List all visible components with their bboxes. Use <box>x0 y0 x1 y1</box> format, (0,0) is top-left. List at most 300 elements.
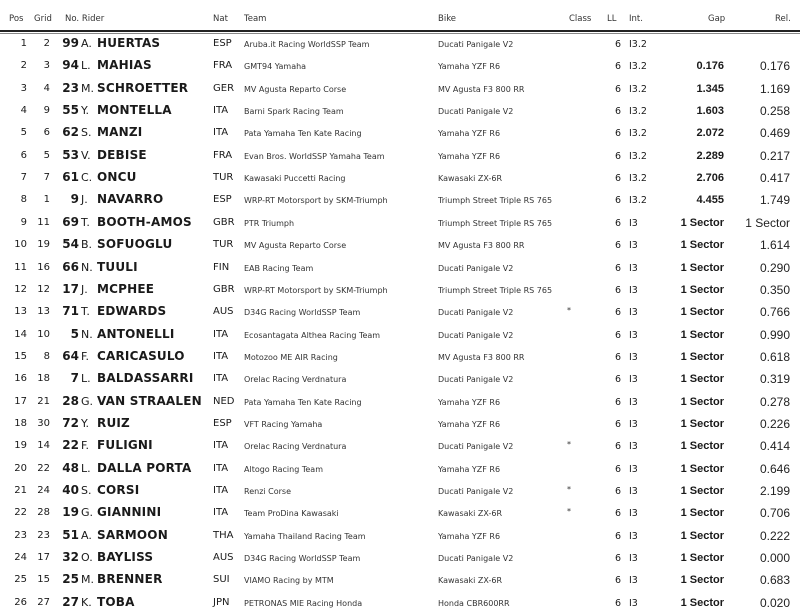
rider-surname: SARMOON <box>97 527 168 542</box>
rider-surname: DEBISE <box>97 147 147 162</box>
relative-gap: 0.176 <box>759 59 790 74</box>
rider-surname: EDWARDS <box>97 304 167 319</box>
relative-gap: 0.217 <box>759 148 790 163</box>
rider-initial: J. <box>81 282 88 296</box>
bike-model: Ducati Panigale V2 <box>438 107 514 117</box>
position: 19 <box>14 440 27 452</box>
position: 3 <box>20 82 27 94</box>
rider-number: 55 <box>62 103 79 118</box>
position: 21 <box>14 485 27 496</box>
gap-to-leader: 2.289 <box>696 149 724 162</box>
last-lap: 6 <box>614 83 621 95</box>
intermediate: I3 <box>629 374 638 386</box>
table-row <box>0 189 800 211</box>
grid-position: 30 <box>37 417 50 429</box>
relative-gap: 0.646 <box>759 461 790 476</box>
last-lap: 6 <box>614 396 621 408</box>
last-lap: 6 <box>614 575 621 587</box>
rider-surname: CORSI <box>97 483 140 497</box>
position: 18 <box>14 417 27 429</box>
rider-surname: MONTELLA <box>97 103 172 118</box>
nationality: GBR <box>213 216 235 228</box>
last-lap: 6 <box>614 240 621 252</box>
last-lap: 6 <box>614 307 621 319</box>
relative-gap: 0.278 <box>759 394 790 409</box>
rider-surname: NAVARRO <box>97 192 164 207</box>
intermediate: I3 <box>629 508 638 520</box>
team-name: Motozoo ME AIR Racing <box>244 352 338 362</box>
last-lap: 6 <box>614 106 621 118</box>
gap-to-leader: 1 Sector <box>680 328 724 341</box>
rider-surname: MCPHEE <box>97 281 155 296</box>
rider-number: 69 <box>62 214 79 229</box>
rider-number: 19 <box>62 505 79 520</box>
bike-model: Yamaha YZF R6 <box>438 129 501 139</box>
position: 13 <box>14 306 27 318</box>
table-row <box>0 547 800 569</box>
team-name: VIAMO Racing by MTM <box>244 576 334 586</box>
bike-model: Ducati Panigale V2 <box>438 40 514 49</box>
nationality: NED <box>213 395 235 407</box>
rider-surname: MAHIAS <box>97 58 152 73</box>
grid-position: 23 <box>37 529 50 541</box>
grid-position: 14 <box>37 440 50 452</box>
intermediate: I3 <box>629 441 638 453</box>
grid-position: 10 <box>37 328 50 340</box>
table-row <box>0 257 800 279</box>
table-row <box>0 346 800 368</box>
last-lap: 6 <box>614 217 621 229</box>
team-name: EAB Racing Team <box>244 263 314 273</box>
rider-surname: BALDASSARRI <box>97 371 194 386</box>
position: 25 <box>14 574 27 586</box>
team-name: VFT Racing Yamaha <box>244 419 323 429</box>
gap-to-leader: 1 Sector <box>680 417 724 430</box>
relative-gap: 0.000 <box>759 551 790 566</box>
grid-position: 6 <box>43 127 50 139</box>
table-row <box>0 435 800 457</box>
team-name: Evan Bros. WorldSSP Yamaha Team <box>244 151 385 161</box>
nationality: TUR <box>213 239 234 251</box>
header-rider: No. Rider <box>65 14 105 24</box>
rider-surname: DALLA PORTA <box>97 460 192 475</box>
relative-gap: 0.683 <box>759 573 790 588</box>
team-name: Pata Yamaha Ten Kate Racing <box>244 397 362 407</box>
header-class: Class <box>569 14 592 24</box>
gap-to-leader: 1 Sector <box>680 395 724 408</box>
last-lap: 6 <box>614 39 621 50</box>
header-team: Team <box>244 14 267 24</box>
gap-to-leader: 1 Sector <box>680 283 724 296</box>
header-gap: Gap <box>708 14 726 24</box>
bike-model: Triumph Street Triple RS 765 <box>438 218 553 228</box>
grid-position: 18 <box>37 373 50 385</box>
rider-initial: N. <box>81 260 93 274</box>
last-lap: 6 <box>614 128 621 140</box>
rider-initial: G. <box>81 394 94 408</box>
class-marker: * <box>567 485 571 494</box>
rider-surname: BAYLISS <box>97 550 154 565</box>
gap-to-leader: 1 Sector <box>680 261 724 274</box>
intermediate: I3 <box>629 396 638 408</box>
last-lap: 6 <box>614 61 621 73</box>
rider-initial: G. <box>81 506 94 520</box>
rider-initial: L. <box>81 461 91 475</box>
class-marker: * <box>567 440 571 450</box>
nationality: AUS <box>213 552 234 564</box>
gap-to-leader: 1 Sector <box>680 373 724 386</box>
bike-model: Ducati Panigale V2 <box>438 487 514 496</box>
rider-surname: TUULI <box>97 259 138 274</box>
grid-position: 5 <box>43 149 50 161</box>
table-row <box>0 279 800 301</box>
position: 14 <box>14 328 27 340</box>
bike-model: Yamaha YZF R6 <box>438 531 501 541</box>
relative-gap: 0.319 <box>759 372 790 387</box>
rider-surname: SCHROETTER <box>97 80 189 95</box>
header-int: Int. <box>629 14 643 24</box>
rider-number: 54 <box>62 237 79 252</box>
grid-position: 19 <box>37 239 50 251</box>
rider-number: 22 <box>62 438 79 453</box>
last-lap: 6 <box>614 173 621 185</box>
position: 1 <box>20 38 27 49</box>
gap-to-leader: 1 Sector <box>680 306 724 319</box>
nationality: JPN <box>213 596 230 608</box>
intermediate: I3.2 <box>629 83 647 95</box>
grid-position: 4 <box>43 82 50 94</box>
header-grid: Grid <box>34 14 52 24</box>
nationality: ITA <box>213 105 229 117</box>
rider-surname: CARICASULO <box>97 348 185 363</box>
gap-to-leader: 1 Sector <box>680 574 724 587</box>
nationality: THA <box>213 529 234 541</box>
table-row <box>0 234 800 256</box>
bike-model: Ducati Panigale V2 <box>438 330 514 340</box>
rider-number: 94 <box>62 58 79 73</box>
bike-model: Ducati Panigale V2 <box>438 375 514 385</box>
table-row <box>0 480 800 502</box>
team-name: D34G Racing WorldSSP Team <box>244 308 361 318</box>
table-row <box>0 100 800 122</box>
rider-initial: J. <box>81 193 88 207</box>
team-name: Orelac Racing Verdnatura <box>244 442 347 452</box>
rider-initial: S. <box>81 484 92 497</box>
header-divider <box>0 30 800 32</box>
position: 24 <box>14 552 27 564</box>
last-lap: 6 <box>614 351 621 363</box>
table-row <box>0 301 800 323</box>
rider-initial: Y. <box>81 104 89 118</box>
grid-position: 17 <box>37 552 50 564</box>
relative-gap: 1 Sector <box>745 215 790 230</box>
team-name: GMT94 Yamaha <box>244 62 307 72</box>
bike-model: Yamaha YZF R6 <box>438 151 501 161</box>
grid-position: 11 <box>37 216 50 228</box>
last-lap: 6 <box>614 262 621 274</box>
position: 22 <box>14 507 27 519</box>
rider-number: 72 <box>62 415 79 430</box>
grid-position: 9 <box>43 105 50 117</box>
nationality: AUS <box>213 306 234 318</box>
last-lap: 6 <box>614 553 621 565</box>
bike-model: MV Agusta F3 800 RR <box>438 84 525 94</box>
header-pos: Pos <box>9 14 24 24</box>
rider-number: 64 <box>62 348 79 363</box>
team-name: PTR Triumph <box>244 218 295 228</box>
team-name: Aruba.it Racing WorldSSP Team <box>244 40 370 49</box>
team-name: Team ProDina Kawasaki <box>244 509 339 519</box>
bike-model: Ducati Panigale V2 <box>438 263 514 273</box>
nationality: GBR <box>213 283 235 295</box>
table-row <box>0 167 800 189</box>
relative-gap: 0.766 <box>759 305 790 320</box>
bike-model: Yamaha YZF R6 <box>438 464 501 474</box>
rider-initial: T. <box>81 305 90 319</box>
team-name: PETRONAS MIE Racing Honda <box>244 598 363 608</box>
intermediate: I3 <box>629 351 638 363</box>
intermediate: I3 <box>629 284 638 296</box>
rider-initial: F. <box>81 439 90 453</box>
position: 12 <box>14 283 27 295</box>
intermediate: I3.2 <box>629 195 647 207</box>
rider-initial: B. <box>81 238 93 252</box>
rider-number: 5 <box>70 326 79 341</box>
rider-initial: L. <box>81 372 91 386</box>
rider-surname: RUIZ <box>97 415 130 430</box>
nationality: FIN <box>213 261 230 273</box>
position: 16 <box>14 373 27 385</box>
gap-to-leader: 1 Sector <box>680 462 724 475</box>
rider-initial: V. <box>81 148 91 162</box>
grid-position: 15 <box>37 574 50 586</box>
intermediate: I3.2 <box>629 106 647 118</box>
position: 20 <box>14 462 27 474</box>
position: 17 <box>14 395 27 407</box>
table-row <box>0 502 800 524</box>
rider-number: 53 <box>62 147 79 162</box>
table-row <box>0 525 800 547</box>
rider-number: 23 <box>62 80 79 95</box>
nationality: ITA <box>213 485 229 496</box>
relative-gap: 0.417 <box>759 171 790 186</box>
relative-gap: 0.414 <box>759 439 790 454</box>
last-lap: 6 <box>614 463 621 475</box>
team-name: Pata Yamaha Ten Kate Racing <box>244 129 362 139</box>
nationality: ITA <box>213 373 229 385</box>
rider-initial: S. <box>81 126 92 140</box>
gap-to-leader: 1 Sector <box>680 216 724 229</box>
bike-model: Ducati Panigale V2 <box>438 554 514 564</box>
bike-model: Yamaha YZF R6 <box>438 397 501 407</box>
intermediate: I3.2 <box>629 150 647 162</box>
relative-gap: 0.290 <box>759 260 790 275</box>
table-row <box>0 592 800 614</box>
grid-position: 8 <box>43 350 50 362</box>
table-row <box>0 324 800 346</box>
relative-gap: 1.169 <box>759 81 790 96</box>
gap-to-leader: 1 Sector <box>680 350 724 363</box>
table-row <box>0 391 800 413</box>
team-name: MV Agusta Reparto Corse <box>244 84 347 94</box>
rider-surname: VAN STRAALEN <box>97 393 202 408</box>
rider-number: 66 <box>62 259 79 274</box>
rider-initial: M. <box>81 81 94 95</box>
rider-number: 28 <box>62 393 79 408</box>
relative-gap: 0.706 <box>759 506 790 521</box>
relative-gap: 0.469 <box>759 126 790 141</box>
bike-model: Triumph Street Triple RS 765 <box>438 285 553 295</box>
grid-position: 3 <box>43 60 50 72</box>
grid-position: 2 <box>43 38 50 49</box>
last-lap: 6 <box>614 441 621 453</box>
nationality: ITA <box>213 462 229 474</box>
table-row <box>0 33 800 55</box>
nationality: FRA <box>213 60 233 72</box>
relative-gap: 2.199 <box>759 484 790 498</box>
rider-initial: O. <box>81 551 93 565</box>
rider-number: 48 <box>62 460 79 475</box>
position: 4 <box>20 105 27 117</box>
rider-number: 25 <box>62 572 79 587</box>
gap-to-leader: 4.455 <box>696 194 724 207</box>
intermediate: I3 <box>629 463 638 475</box>
rider-surname: BRENNER <box>97 572 163 587</box>
intermediate: I3 <box>629 262 638 274</box>
position: 11 <box>14 261 27 273</box>
rider-surname: HUERTAS <box>97 36 161 50</box>
gap-to-leader: 1 Sector <box>680 239 724 252</box>
bike-model: Kawasaki ZX-6R <box>438 174 503 184</box>
intermediate: I3 <box>629 553 638 565</box>
bike-model: Yamaha YZF R6 <box>438 62 501 72</box>
nationality: GER <box>213 82 235 94</box>
grid-position: 28 <box>37 507 50 519</box>
last-lap: 6 <box>614 486 621 497</box>
position: 23 <box>14 529 27 541</box>
table-row <box>0 122 800 144</box>
relative-gap: 0.990 <box>759 327 790 342</box>
last-lap: 6 <box>614 374 621 386</box>
bike-model: Kawasaki ZX-6R <box>438 576 503 586</box>
bike-model: Kawasaki ZX-6R <box>438 509 503 519</box>
gap-to-leader: 2.072 <box>696 127 724 140</box>
intermediate: I3.2 <box>629 128 647 140</box>
relative-gap: 0.618 <box>759 349 790 364</box>
intermediate: I3 <box>629 240 638 252</box>
nationality: ITA <box>213 440 229 452</box>
rider-number: 32 <box>62 550 79 565</box>
grid-position: 13 <box>37 306 50 318</box>
rider-initial: M. <box>81 573 94 587</box>
rider-number: 7 <box>70 371 79 386</box>
rider-number: 99 <box>62 36 79 50</box>
last-lap: 6 <box>614 195 621 207</box>
nationality: ITA <box>213 350 229 362</box>
intermediate: I3 <box>629 486 638 497</box>
intermediate: I3 <box>629 307 638 319</box>
grid-position: 27 <box>37 596 50 608</box>
rider-surname: MANZI <box>97 125 143 140</box>
team-name: Ecosantagata Althea Racing Team <box>244 330 381 340</box>
bike-model: Ducati Panigale V2 <box>438 442 514 452</box>
nationality: ITA <box>213 328 229 340</box>
rider-number: 62 <box>62 125 79 140</box>
table-row <box>0 78 800 100</box>
grid-position: 12 <box>37 283 50 295</box>
team-name: Altogo Racing Team <box>244 464 323 474</box>
nationality: ITA <box>213 507 229 519</box>
intermediate: I3 <box>629 597 638 609</box>
gap-to-leader: 1 Sector <box>680 507 724 520</box>
nationality: TUR <box>213 172 234 184</box>
team-name: Orelac Racing Verdnatura <box>244 375 347 385</box>
table-row <box>0 458 800 480</box>
nationality: ITA <box>213 127 229 139</box>
intermediate: I3.2 <box>629 39 647 50</box>
team-name: MV Agusta Reparto Corse <box>244 241 347 251</box>
relative-gap: 0.222 <box>759 528 790 543</box>
position: 5 <box>20 127 27 139</box>
bike-model: MV Agusta F3 800 RR <box>438 241 525 251</box>
gap-to-leader: 1.345 <box>696 82 724 95</box>
header-rel: Rel. <box>775 14 791 24</box>
team-name: Yamaha Thailand Racing Team <box>244 531 366 541</box>
grid-position: 24 <box>37 485 50 496</box>
position: 15 <box>14 350 27 362</box>
header-bike: Bike <box>438 14 457 24</box>
intermediate: I3.2 <box>629 61 647 73</box>
rider-surname: ONCU <box>97 170 137 185</box>
rider-initial: C. <box>81 171 93 185</box>
relative-gap: 1.614 <box>759 238 790 253</box>
header-ll: LL <box>607 14 617 24</box>
position: 10 <box>14 239 27 251</box>
gap-to-leader: 1 Sector <box>680 596 724 609</box>
last-lap: 6 <box>614 530 621 542</box>
bike-model: Ducati Panigale V2 <box>438 308 514 318</box>
table-row <box>0 55 800 77</box>
grid-position: 16 <box>37 261 50 273</box>
last-lap: 6 <box>614 418 621 430</box>
last-lap: 6 <box>614 284 621 296</box>
rider-number: 61 <box>62 170 79 185</box>
rider-number: 27 <box>62 594 79 609</box>
relative-gap: 0.226 <box>759 416 790 431</box>
nationality: SUI <box>213 574 230 586</box>
gap-to-leader: 2.706 <box>696 172 724 185</box>
gap-to-leader: 1 Sector <box>680 440 724 453</box>
last-lap: 6 <box>614 597 621 609</box>
rider-surname: TOBA <box>97 594 135 609</box>
class-marker: * <box>567 306 571 316</box>
nationality: ESP <box>213 417 232 429</box>
rider-surname: GIANNINI <box>97 505 162 520</box>
intermediate: I3 <box>629 418 638 430</box>
team-name: WRP-RT Motorsport by SKM-Triumph <box>244 285 388 295</box>
last-lap: 6 <box>614 150 621 162</box>
intermediate: I3 <box>629 530 638 542</box>
position: 8 <box>20 194 27 206</box>
rider-surname: SOFUOGLU <box>97 237 173 252</box>
intermediate: I3 <box>629 575 638 587</box>
grid-position: 22 <box>37 462 50 474</box>
nationality: ESP <box>213 38 232 49</box>
intermediate: I3.2 <box>629 173 647 185</box>
bike-model: MV Agusta F3 800 RR <box>438 352 525 362</box>
table-header <box>0 14 800 28</box>
grid-position: 1 <box>43 194 50 206</box>
